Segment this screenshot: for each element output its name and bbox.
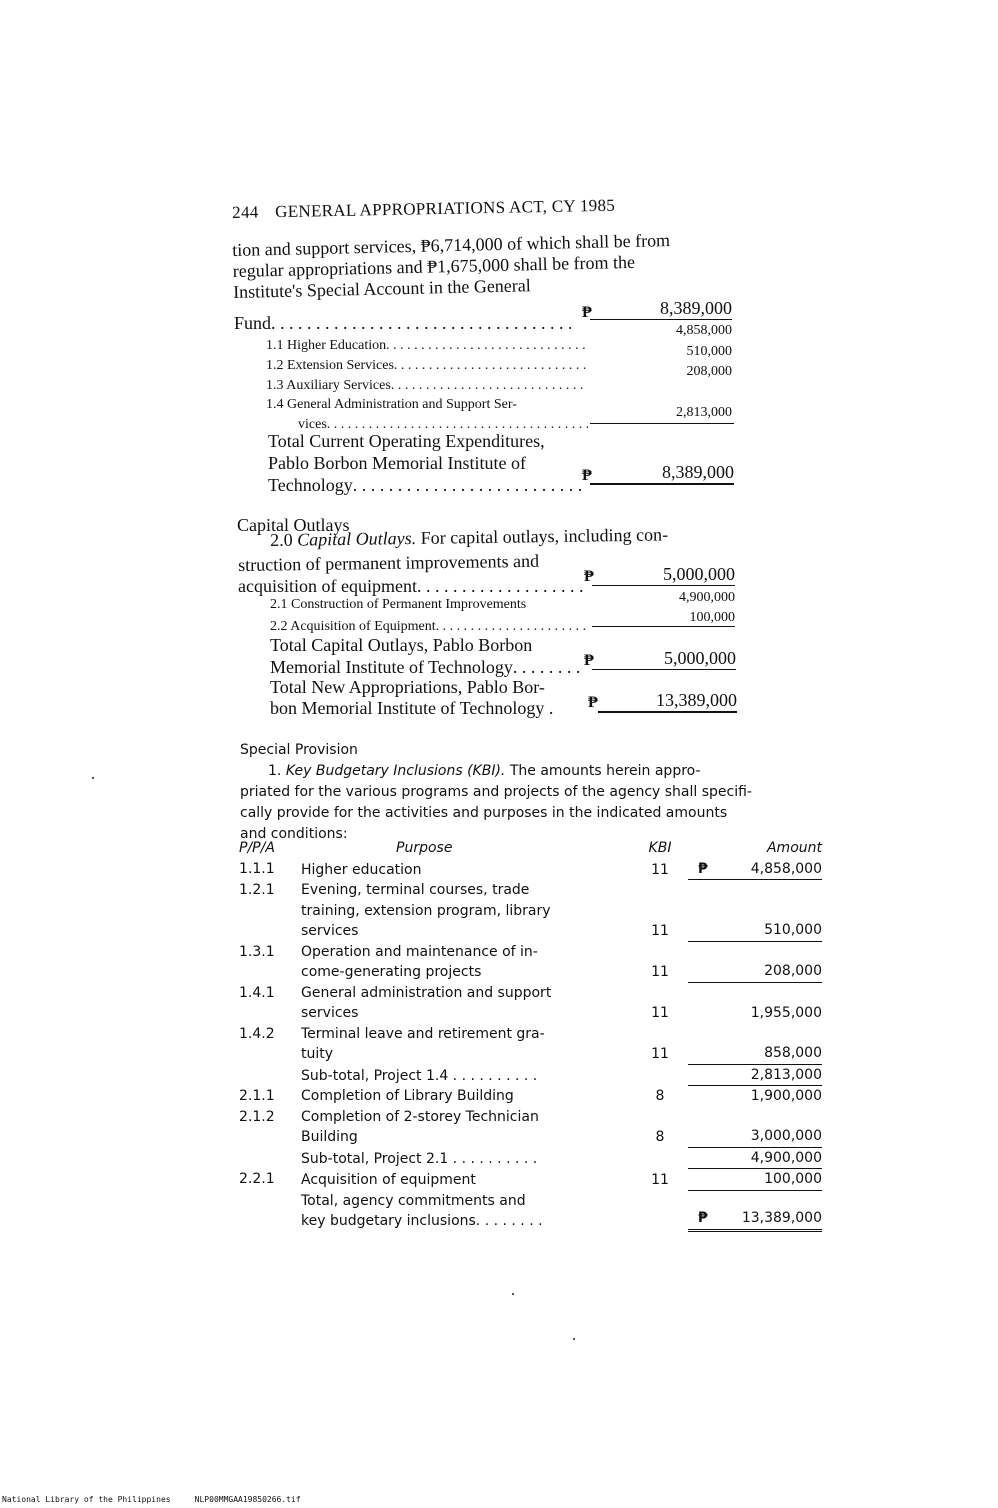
item-1-3 (266, 378, 586, 394)
table-row (239, 1065, 822, 1087)
item-1-1-amount: 4,858,000 (676, 323, 732, 338)
intro-paragraph (232, 229, 733, 303)
table-row (239, 1148, 822, 1170)
scan-speck (573, 1338, 575, 1340)
ppa-code: 1.4.1 (239, 984, 275, 1001)
item-1-4-label: 1.4 General Administration and Support Ser- (266, 397, 517, 412)
scan-footer: National Library of the Philippines NLP00MMGAA19850266.tif (2, 1495, 301, 1504)
item-2-2-amount: 100,000 (592, 610, 735, 627)
purpose-cell (301, 983, 642, 1024)
item-1-2-label: 1.2 Extension Services (266, 358, 394, 373)
page-number: 244 (232, 202, 259, 222)
special-line-1: 1. Key Budgetary Inclusions (KBI). The amounts herein appro- (268, 763, 701, 779)
amount-value: 510,000 (764, 922, 822, 938)
item-1-3-amount: 208,000 (686, 364, 732, 379)
amount-cell (688, 1086, 822, 1107)
kbi-code: 11 (651, 1046, 669, 1062)
capital-line-1: 2.0 Capital Outlays. For capital outlays, including con- (270, 524, 669, 550)
fund-amount: 8,389,000 (590, 298, 732, 320)
amount-value: 100,000 (764, 1171, 822, 1187)
total-current-label: Total Current Operating Expenditures, Pablo Borbon Memorial Institute of Technology . . . (268, 430, 582, 496)
amount-cell (688, 859, 822, 881)
kbi-code (642, 1148, 678, 1170)
purpose-line: Acquisition of equipment (301, 1172, 476, 1188)
peso-sign: ₱ (588, 694, 598, 711)
rule (590, 423, 734, 424)
peso-sign: ₱ (582, 467, 592, 484)
amount-cell (688, 1024, 822, 1065)
capital-line-3: acquisition of equipment . . . (238, 576, 584, 597)
purpose-line: key budgetary inclusions. . . . . . . . (301, 1213, 543, 1229)
kbi-code: 11 (651, 923, 669, 939)
purpose-cell (301, 859, 642, 881)
intro-line-1: tion and support services, ₱6,714,000 of which shall be from (232, 230, 671, 260)
amount-value: 3,000,000 (750, 1128, 822, 1144)
table-row (239, 1024, 822, 1065)
purpose-line: tuity (301, 1046, 334, 1062)
amount-cell (688, 1148, 822, 1170)
amount-cell (688, 942, 822, 983)
purpose-cell (301, 880, 642, 942)
table-row (239, 1169, 822, 1191)
item-2-1: 2.1 Construction of Permanent Improvements (270, 597, 527, 612)
purpose-cell (301, 1169, 642, 1191)
amount-value: 4,858,000 (750, 860, 822, 877)
purpose-line: Terminal leave and retirement gra- (301, 1025, 545, 1042)
kbi-code: 11 (651, 964, 669, 980)
amount-value: 2,813,000 (750, 1066, 822, 1083)
table-row (239, 1191, 822, 1232)
purpose-cell (301, 1107, 642, 1148)
item-2-1-amount: 4,900,000 (679, 590, 735, 605)
amount-cell (688, 1191, 822, 1232)
total-new-label: Total New Appropriations, Pablo Bor- bon Memorial Institute of Technology . (270, 677, 554, 718)
special-provision: Special Provision 1. Key Budgetary Inclusions (KBI). The amounts herein appro- priated for the various programs and projects of the agency shall specifi- cally provide for the activities and purposes in the indicated amounts and conditions: (240, 742, 752, 842)
kbi-code: 11 (651, 1005, 669, 1021)
purpose-line: Operation and maintenance of in- (301, 943, 538, 960)
purpose-line: services (301, 923, 359, 939)
table-row (239, 983, 822, 1024)
purpose-cell (301, 1086, 642, 1107)
amount-value: 4,900,000 (750, 1149, 822, 1166)
purpose-line: Sub-total, Project 1.4 . . . . . . . . . . (301, 1067, 538, 1084)
intro-line-3: Institute's Special Account in the General (232, 275, 532, 302)
header-purpose: Purpose (396, 840, 453, 856)
purpose-line: come-generating projects (301, 964, 482, 980)
amount-cell (688, 1065, 822, 1087)
special-heading: Special Provision (240, 742, 358, 758)
kbi-code: 8 (655, 1129, 665, 1145)
purpose-line: General administration and support (301, 984, 552, 1001)
purpose-cell (301, 1148, 642, 1170)
intro-line-2: regular appropriations and ₱1,675,000 shall be from the (232, 251, 636, 281)
ppa-code: 1.4.2 (239, 1025, 275, 1042)
peso-sign: ₱ (584, 652, 594, 669)
kbi-table (239, 838, 822, 1232)
purpose-line: Sub-total, Project 2.1 . . . . . . . . . . (301, 1150, 538, 1167)
amount-value: 1,900,000 (750, 1088, 822, 1104)
total-current-amount: 8,389,000 (590, 462, 734, 485)
table-row (239, 942, 822, 983)
scan-speck (512, 1293, 514, 1295)
purpose-cell (301, 1065, 642, 1087)
kbi-code (642, 1065, 678, 1087)
capital-line-2: struction of permanent improvements and (238, 550, 540, 575)
header-kbi: KBI (648, 840, 672, 856)
ppa-code: 2.1.2 (239, 1108, 275, 1125)
ppa-code (239, 1148, 301, 1170)
kbi-code: 11 (651, 1172, 669, 1188)
kbi-code (642, 1191, 678, 1232)
ppa-code: 2.1.1 (239, 1088, 275, 1104)
ppa-code: 1.1.1 (239, 860, 275, 877)
purpose-line: Building (301, 1129, 358, 1145)
ppa-code: 2.2.1 (239, 1171, 275, 1187)
page-header (232, 196, 615, 223)
total-capital-amount: 5,000,000 (592, 648, 736, 670)
item-1-1-label: 1.1 Higher Education (266, 338, 387, 353)
item-1-2 (266, 358, 586, 374)
amount-cell (688, 1169, 822, 1191)
scan-speck (92, 777, 94, 779)
purpose-line: Total, agency commitments and (301, 1192, 526, 1209)
kbi-code: 11 (651, 861, 669, 878)
purpose-cell (301, 942, 642, 983)
purpose-cell (301, 1024, 642, 1065)
ppa-code: 1.3.1 (239, 943, 275, 960)
total-capital-label: Total Capital Outlays, Pablo Borbon Memorial Institute of Technology . . . (270, 634, 582, 678)
purpose-line: Completion of 2-storey Technician (301, 1108, 539, 1125)
table-row (239, 880, 822, 942)
table-row (239, 1086, 822, 1107)
capital-heading: Capital Outlays (237, 515, 350, 535)
item-1-3-label: 1.3 Auxiliary Services (266, 378, 391, 393)
capital-amount: 5,000,000 (592, 564, 735, 586)
total-new-amount: 13,389,000 (598, 690, 737, 713)
ppa-code (239, 1065, 301, 1087)
item-2-2: 2.2 Acquisition of Equipment . . . (270, 619, 588, 635)
amount-value: 208,000 (764, 963, 822, 979)
amount-cell (688, 983, 822, 1024)
page-title: GENERAL APPROPRIATIONS ACT, CY 1985 (274, 195, 616, 222)
fund-line (234, 313, 584, 334)
purpose-line: Completion of Library Building (301, 1088, 514, 1104)
amount-value: 1,955,000 (750, 1005, 822, 1021)
header-amount: Amount (766, 840, 822, 856)
amount-value: 13,389,000 (741, 1210, 822, 1226)
purpose-line: services (301, 1005, 359, 1021)
kbi-code: 8 (655, 1088, 665, 1104)
table-row (239, 1107, 822, 1148)
item-1-4-label2: vices (298, 417, 327, 432)
amount-cell (688, 1107, 822, 1148)
purpose-line: training, extension program, library (301, 902, 551, 919)
purpose-line: Higher education (301, 861, 422, 878)
amount-value: 858,000 (764, 1045, 822, 1061)
item-1-4-amount: 2,813,000 (676, 405, 732, 420)
item-1-4 (266, 397, 596, 413)
peso-sign: ₱ (584, 568, 594, 585)
peso-sign: ₱ (698, 1210, 708, 1226)
fund-label: Fund (234, 313, 272, 333)
purpose-cell (301, 1191, 642, 1232)
peso-sign: ₱ (698, 860, 708, 877)
peso-sign: ₱ (582, 304, 592, 321)
table-row (239, 859, 822, 881)
item-1-2-amount: 510,000 (686, 344, 732, 359)
purpose-line: Evening, terminal courses, trade (301, 882, 530, 898)
amount-cell (688, 880, 822, 942)
ppa-code: 1.2.1 (239, 882, 275, 898)
header-ppa: P/P/A (239, 840, 275, 856)
ppa-code (239, 1191, 301, 1232)
item-1-1 (266, 338, 586, 354)
